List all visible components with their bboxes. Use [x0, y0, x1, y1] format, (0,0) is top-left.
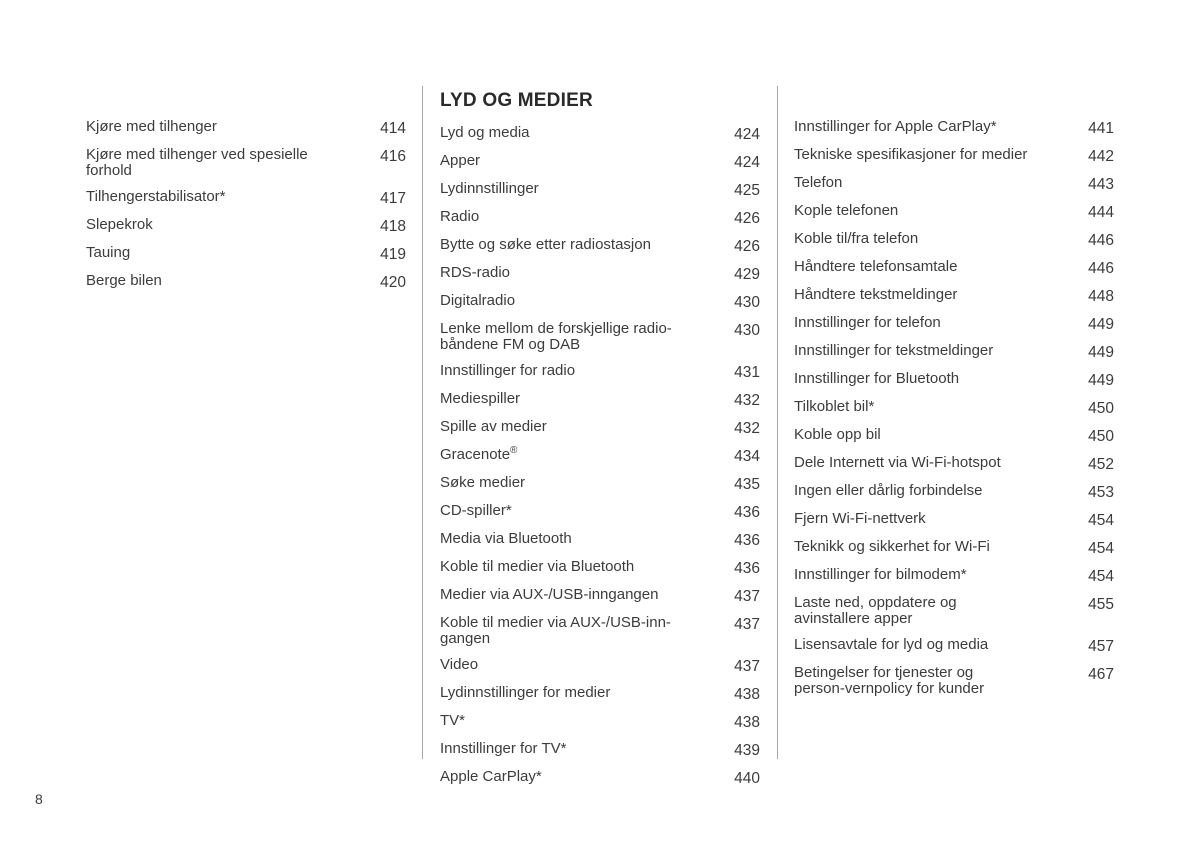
toc-entry-label: Lenke mellom de forskjellige radio-båndene FM og DAB — [440, 320, 672, 353]
toc-entry[interactable] — [440, 120, 760, 148]
toc-column-3 — [794, 114, 1114, 702]
toc-entry[interactable] — [440, 148, 760, 176]
toc-entry-label: Telefon — [794, 174, 843, 191]
toc-entry-page: 414 — [380, 120, 406, 137]
toc-entry[interactable] — [86, 240, 406, 268]
toc-entry-page: 449 — [1088, 372, 1114, 389]
toc-entry-label: Slepekrok — [86, 216, 153, 233]
toc-entry-page: 434 — [734, 448, 760, 465]
toc-entry-page: 437 — [734, 588, 760, 605]
toc-entry[interactable] — [440, 610, 760, 652]
toc-entry-page: 432 — [734, 392, 760, 409]
toc-entry[interactable] — [440, 764, 760, 792]
toc-entry-label: Innstillinger for telefon — [794, 314, 941, 331]
toc-entry-label: Søke medier — [440, 474, 526, 491]
page-number: 8 — [35, 791, 43, 807]
toc-entry-page: 453 — [1088, 484, 1114, 501]
toc-entry-label: Tauing — [86, 244, 131, 261]
toc-entry-page: 437 — [734, 658, 760, 675]
toc-entry[interactable] — [794, 450, 1114, 478]
toc-entry-label: Teknikk og sikkerhet for Wi-Fi — [794, 538, 990, 555]
toc-entry[interactable] — [794, 394, 1114, 422]
toc-entry-label: Laste ned, oppdatere og avinstallere apper — [794, 594, 957, 627]
toc-entry-page: 444 — [1088, 204, 1114, 221]
toc-entry[interactable] — [86, 212, 406, 240]
toc-entry[interactable] — [440, 176, 760, 204]
toc-entry-page: 454 — [1088, 512, 1114, 529]
toc-entry[interactable] — [440, 386, 760, 414]
toc-entry[interactable] — [440, 204, 760, 232]
toc-entry-label: Ingen eller dårlig forbindelse — [794, 482, 983, 499]
toc-entry[interactable] — [794, 114, 1114, 142]
toc-entry-page: 449 — [1088, 344, 1114, 361]
toc-entry-page: 457 — [1088, 638, 1114, 655]
toc-entry[interactable] — [440, 498, 760, 526]
toc-entry[interactable] — [440, 288, 760, 316]
toc-entry-page: 440 — [734, 770, 760, 787]
toc-entry-label: Spille av medier — [440, 418, 547, 435]
toc-entry[interactable] — [794, 170, 1114, 198]
toc-entry-label: Lydinnstillinger — [440, 180, 539, 197]
toc-entry-page: 450 — [1088, 428, 1114, 445]
toc-entry[interactable] — [794, 632, 1114, 660]
toc-entry-label: Kjøre med tilhenger ved spesielle forhold — [86, 146, 308, 179]
toc-entry[interactable] — [440, 708, 760, 736]
toc-entry-label: Lydinnstillinger for medier — [440, 684, 611, 701]
toc-entry[interactable] — [794, 366, 1114, 394]
toc-entry-label: Media via Bluetooth — [440, 530, 572, 547]
toc-entry[interactable] — [86, 114, 406, 142]
toc-entry-label: Bytte og søke etter radiostasjon — [440, 236, 651, 253]
toc-entry-label: Tilkoblet bil* — [794, 398, 875, 415]
toc-entry[interactable] — [794, 590, 1114, 632]
toc-entry-page: 441 — [1088, 120, 1114, 137]
toc-entry-page: 467 — [1088, 666, 1114, 683]
toc-entry[interactable] — [440, 316, 760, 358]
toc-entry[interactable] — [794, 478, 1114, 506]
toc-entry-label: Video — [440, 656, 479, 673]
toc-entry-label: Dele Internett via Wi-Fi-hotspot — [794, 454, 1001, 471]
toc-entry-label: Innstillinger for Bluetooth — [794, 370, 960, 387]
toc-entry-page: 454 — [1088, 540, 1114, 557]
toc-entry-page: 438 — [734, 714, 760, 731]
toc-entry-page: 417 — [380, 190, 406, 207]
toc-entry[interactable] — [440, 526, 760, 554]
toc-entry[interactable] — [440, 358, 760, 386]
toc-entry[interactable] — [794, 534, 1114, 562]
toc-entry-page: 432 — [734, 420, 760, 437]
toc-entry-label: Betingelser for tjenester og person-vernpolicy for kunder — [794, 664, 985, 697]
toc-entry-label: Gracenote® — [440, 445, 518, 463]
toc-entry-label: Innstillinger for tekstmeldinger — [794, 342, 994, 359]
toc-entry-label: Koble til medier via Bluetooth — [440, 558, 635, 575]
toc-entry-page: 436 — [734, 532, 760, 549]
toc-entry-page: 429 — [734, 266, 760, 283]
toc-entry-page: 435 — [734, 476, 760, 493]
toc-entry-label: Lisensavtale for lyd og media — [794, 636, 989, 653]
toc-entry-page: 425 — [734, 182, 760, 199]
toc-column-2 — [440, 88, 760, 792]
toc-entry-label: Kople telefonen — [794, 202, 899, 219]
toc-entry-label: Innstillinger for radio — [440, 362, 576, 379]
toc-entry-label: Tilhengerstabilisator* — [86, 188, 226, 205]
toc-entry-page: 446 — [1088, 260, 1114, 277]
toc-entry[interactable] — [86, 268, 406, 296]
toc-entry-page: 424 — [734, 126, 760, 143]
toc-entry[interactable] — [794, 282, 1114, 310]
toc-entry-page: 450 — [1088, 400, 1114, 417]
toc-entry-label: Apper — [440, 152, 481, 169]
toc-entry[interactable] — [794, 338, 1114, 366]
toc-entry-page: 452 — [1088, 456, 1114, 473]
toc-entry[interactable] — [794, 198, 1114, 226]
toc-entry-page: 437 — [734, 616, 760, 633]
toc-entry-label: Håndtere telefonsamtale — [794, 258, 958, 275]
toc-entry-page: 436 — [734, 504, 760, 521]
toc-entry-label: Kjøre med tilhenger — [86, 118, 217, 135]
toc-entry-label: Tekniske spesifikasjoner for medier — [794, 146, 1028, 163]
toc-entry-page: 426 — [734, 210, 760, 227]
toc-entry[interactable] — [440, 442, 760, 470]
toc-entry-page: 431 — [734, 364, 760, 381]
toc-entry-page: 438 — [734, 686, 760, 703]
toc-entry-page: 418 — [380, 218, 406, 235]
toc-entry-label: Lyd og media — [440, 124, 530, 141]
toc-entry-page: 454 — [1088, 568, 1114, 585]
toc-entry[interactable] — [440, 232, 760, 260]
column-divider — [422, 86, 423, 759]
toc-entry-page: 419 — [380, 246, 406, 263]
toc-entry[interactable] — [440, 680, 760, 708]
toc-entry-page: 436 — [734, 560, 760, 577]
toc-entry[interactable] — [794, 310, 1114, 338]
toc-entry-page: 446 — [1088, 232, 1114, 249]
toc-entry-label: Innstillinger for bilmodem* — [794, 566, 967, 583]
toc-entry[interactable] — [794, 254, 1114, 282]
toc-entry[interactable] — [440, 652, 760, 680]
toc-entry-label: Håndtere tekstmeldinger — [794, 286, 958, 303]
registered-mark: ® — [510, 445, 518, 456]
toc-entry[interactable] — [440, 470, 760, 498]
toc-entry-page: 449 — [1088, 316, 1114, 333]
toc-entry[interactable] — [86, 142, 406, 184]
toc-entry-page: 448 — [1088, 288, 1114, 305]
toc-entry[interactable] — [440, 736, 760, 764]
toc-entry[interactable] — [794, 660, 1114, 702]
toc-entry-page: 430 — [734, 322, 760, 339]
toc-entry-page: 420 — [380, 274, 406, 291]
toc-entry-label: Radio — [440, 208, 480, 225]
toc-entry[interactable] — [440, 414, 760, 442]
toc-entry-page: 416 — [380, 148, 406, 165]
toc-entry-label: Mediespiller — [440, 390, 521, 407]
toc-entry-label: Innstillinger for Apple CarPlay* — [794, 118, 997, 135]
toc-entry[interactable] — [794, 562, 1114, 590]
toc-entry[interactable] — [440, 582, 760, 610]
toc-entry-label: Innstillinger for TV* — [440, 740, 567, 757]
toc-entry-label: Fjern Wi-Fi-nettverk — [794, 510, 926, 527]
toc-entry[interactable] — [440, 554, 760, 582]
toc-entry-label: Apple CarPlay* — [440, 768, 542, 785]
toc-entry-label: Medier via AUX-/USB-inngangen — [440, 586, 659, 603]
toc-entry-label: Koble til/fra telefon — [794, 230, 919, 247]
toc-entry-page: 430 — [734, 294, 760, 311]
toc-entry[interactable] — [794, 422, 1114, 450]
column-divider — [777, 86, 778, 759]
toc-entry[interactable] — [440, 260, 760, 288]
toc-entry-label: RDS-radio — [440, 264, 511, 281]
toc-entry[interactable] — [794, 142, 1114, 170]
section-heading: LYD OG MEDIER — [440, 90, 593, 111]
toc-entry-label: TV* — [440, 712, 466, 729]
toc-entry-label: CD-spiller* — [440, 502, 512, 519]
toc-entry-page: 426 — [734, 238, 760, 255]
toc-entry-label: Koble opp bil — [794, 426, 881, 443]
toc-entry-page: 442 — [1088, 148, 1114, 165]
toc-entry-page: 424 — [734, 154, 760, 171]
toc-entry-page: 455 — [1088, 596, 1114, 613]
toc-entry-label: Berge bilen — [86, 272, 162, 289]
toc-entry[interactable] — [794, 506, 1114, 534]
toc-entry-page: 443 — [1088, 176, 1114, 193]
toc-entry[interactable] — [794, 226, 1114, 254]
toc-entry-label: Digitalradio — [440, 292, 516, 309]
toc-column-1 — [86, 114, 406, 296]
toc-entry-label: Koble til medier via AUX-/USB-inn-gangen — [440, 614, 671, 647]
toc-entry[interactable] — [86, 184, 406, 212]
toc-entry-page: 439 — [734, 742, 760, 759]
